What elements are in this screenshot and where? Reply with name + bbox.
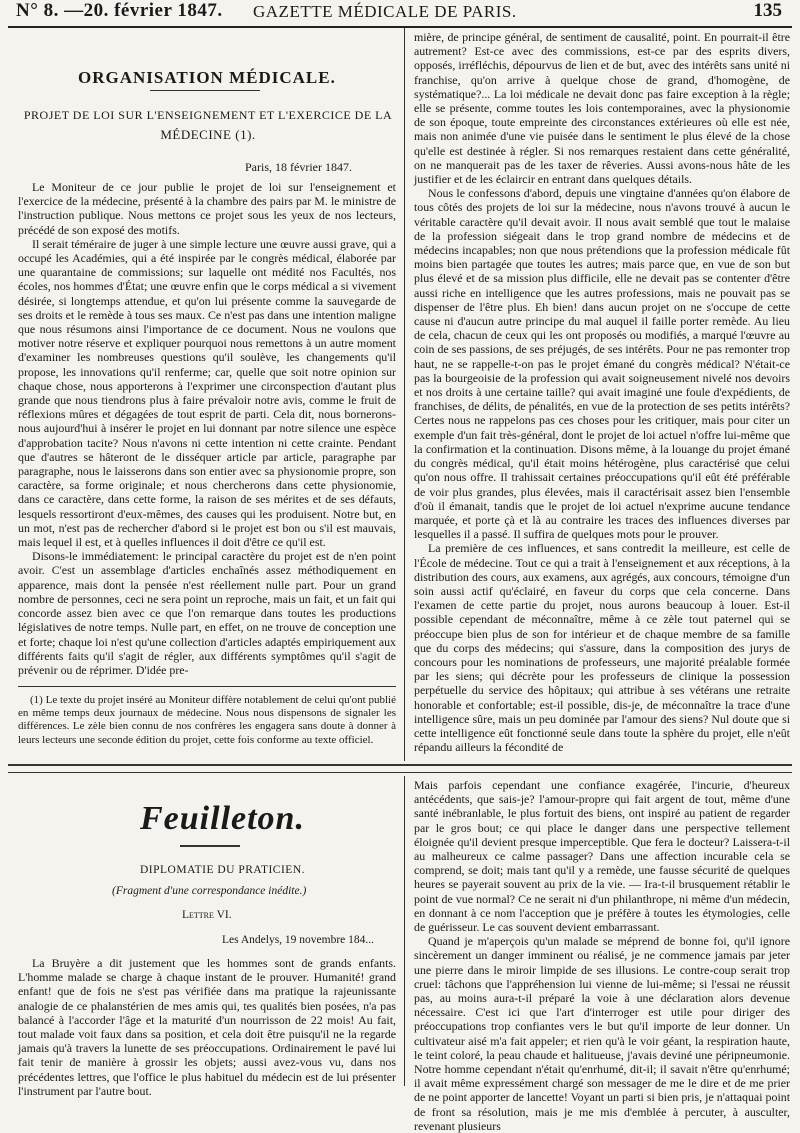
feuilleton-left-text: [18, 956, 396, 1098]
feuilleton-divider-2: [8, 772, 792, 773]
feuilleton-right-text: [414, 778, 790, 1133]
letter-number: Lettre VI.: [182, 909, 232, 921]
paragraph: Il serait téméraire de juger à une simple lecture une œuvre aussi grave, qui a occupé les Académies, qui a été inspirée par le congrès médical, élaborée par une quarantaine de commissions; sur laquelle ont médité nos Facultés, nos écoles, nos hommes d'État; une œuvre enfin que le corps médical a si vivement désirée, si longtemps attendue, et qu'on lui présente comme la sauvegarde de ses droits et le remède à tous ses maux. Ce n'est pas dans une intention maligne que nous résumons ainsi l'importance de ce document. Nous ne voulons que motiver notre réserve et expliquer pourquoi nous remettons à un autre moment d'examiner les nombreuses questions qu'il soulève, les changements qu'il propose, les innovations qu'il renferme; car, quelle que soit notre opinion sur chaque chose, nous apporterons à l'exprimer une circonspection d'autant plus grande que nous tiendrons plus à faire prévaloir notre avis, comme le fruit de réflexions mûres et dégagées de tout esprit de parti. Cela dit, nous bornerons-nous aujourd'hui à insérer le projet en lui donnant par notre silence une espèce d'approbation tacite? Nous n'avons ni cette intention ni cette crainte. Pendant que d'autres se hâteront de le disséquer article par article, paragraphe par paragraphe, nous le laisserons dans son entier avec sa physionomie propre, son caractère, sa forme originale; et nous chercherons dans cette physionomie, dans ce caractère, dans cette forme, la raison de ses mérites et de ses défauts, lesquels ressortiront d'eux-mêmes, des causes qui les produisent. Notre but, en un mot, n'est pas de rechercher d'abord si le projet est bon ou s'il est mauvais, mais lequel il est, et à quelles influences il doit d'être ce qu'il est.: [18, 236, 396, 550]
section-subtitle-line-2: MÉDECINE (1).: [160, 127, 256, 142]
left-column-text: [18, 180, 396, 680]
page-number: 135: [753, 0, 782, 21]
footnote-divider: [18, 686, 396, 687]
feuilleton-fragment: (Fragment d'une correspondance inédite.): [112, 885, 307, 897]
paragraph: Le Moniteur de ce jour publie le projet de loi sur l'enseignement et l'exercice de la médecine, présenté à la chambre des pairs par M. le ministre de l'instruction publique. Nous mettons ce projet sous les yeux de nos lecteurs, précédé de son exposé des motifs.: [18, 180, 396, 237]
paragraph: Disons-le immédiatement: le principal caractère du projet est de n'en point avoir. C'est un assemblage d'articles enchaînés assez méthodiquement en apparence, mais dont la pensée n'est réellement nulle part. Pour un grand nombre de personnes, ceci ne sera point un reproche, mais un fait, et un fait qui concorde assez bien avec ce que l'on remarque dans toutes les productions législatives de notre temps. Nulle part, en effet, on ne trouve de conception une et forte; chaque loi n'est qu'une collection d'articles adaptés empiriquement aux différents faits qu'il s'agit de régler, aux différents symptômes qu'il s'agit de prévenir ou de réprimer. D'idée pre-: [18, 549, 396, 677]
column-divider-top: [404, 28, 405, 761]
paragraph: La première de ces influences, et sans contredit la meilleure, est celle de l'École de médecine. Tout ce qui a trait à l'enseignement et aux réceptions, à la distribution des cours, aux examens, aux agrégés, aux concours, témoigne d'un soin aussi actif qu'éclairé, en faveur du corps que cela concerne. Dans l'examen de cette partie du projet, nous aurons beaucoup à louer. Est-il possible cependant de méconnaître, même à ce zèle tout paternel qui se préoccupe bien plus de son for intérieur et de chaque membre de sa famille que du corps des médecins; qui s'assure, dans la composition des jurys de concours pour les nominations de professeurs, une majorité préalable formée par les siens; qui décrète pour les professeurs de clinique la possession perpétuelle du service des hôpitaux; qui attribue à ses vétérans une retraite honorable et confortable; est-il possible, dis-je, de méconnaître la trace d'une intelligence sûre, mais un peu dominée par l'amour des siens? Nul doute que si cette intelligence eût fonctionné seule dans toute la sphère du projet, elle n'eût répandu ailleurs la fécondité de: [414, 541, 790, 755]
section-title: ORGANISATION MÉDICALE.: [78, 68, 336, 87]
feuilleton-subtitle: DIPLOMATIE DU PRATICIEN.: [140, 864, 306, 876]
dateline: Paris, 18 février 1847.: [245, 160, 352, 174]
right-column-text: [414, 30, 790, 756]
newspaper-title: GAZETTE MÉDICALE DE PARIS.: [253, 2, 517, 21]
feuilleton-divider-1: [8, 764, 792, 766]
paragraph: mière, de principe général, de sentiment de causalité, point. En pourrait-il être autrement? Est-ce avec des commissions, est-ce par des esprits divers, opposés, irréfléchis, dépourvus de lien et de but, avec des intérêts sans unité ni franchise, qu'on arrive à quelque chose de grand, d'homogène, de systématique?... La loi médicale ne devait donc pas faire exception à la règle; elle se présente, comme toutes les lois contemporaines, avec la physionomie de son époque, toute empreinte des circonstances extérieures où elle est née, mais non animée d'une vie puisée dans le sentiment le plus élevé de la chose qu'elle est destinée à régler. Si nos remarques restaient dans cette généralité, on ne manquerait pas de les taxer de rêveries. Aussi avons-nous hâte de les justifier et de les éclaircir en entrant dans quelques détails.: [414, 30, 790, 187]
paragraph: Mais parfois cependant une confiance exagérée, l'incurie, d'heureux antécédents, que sais-je? l'amour-propre qui fait argent de tout, même d'une santé inébranlable, le plus fortuit des biens, ont inspiré au patient de regarder par le gros bout; ce qui place le danger dans une perspective tellement éloignée qu'il devient presque imperceptible. Que fera le docteur? Laissera-t-il au malheureux ce calme passager? Dans une affection incurable cela se comprend, se doit; mais tant qu'il y a remède, une fausse sécurité de quelques heures se payerait souvent au prix de la vie. — Ira-t-il brusquement rétablir le point de vue normal? Ce ne serait ni d'un philanthrope, ni même d'un médecin, en donnant à ce nom l'acception que je préfère à toutes les étymologies, celle de guérisseur. Le cas souvent devient embarrassant.: [414, 778, 790, 935]
column-divider-bottom: [404, 776, 405, 1086]
page-header: [8, 0, 792, 28]
footnote-text: (1) Le texte du projet inséré au Moniteur diffère notablement de celui qu'ont publié en même temps deux journaux de médecine. Nous nous dispensons de signaler les différences. Le zèle bien connu de nos confrères les engagera sans doute à donner à leurs lecteurs une seconde édition du projet, cette fois conforme au texte officiel.: [18, 694, 396, 746]
paragraph: Quand je m'aperçois qu'un malade se méprend de bonne foi, qu'il ignore sincèrement un danger imminent ou réalisé, je ne commence jamais par jeter une pierre dans le miroir limpide de ses illusions. Le contre-coup serait trop cruel: tâchons que l'appréhension lui vienne de lui-même; si l'essai ne réussit pas, au moins aura-t-il préparé la voie à une déclaration alors devenue nécessaire. C'est ici que l'art d'interroger est utile pour diriger des préoccupations trop confiantes vers le but qu'il importe de leur donner. Un cultivateur aisé m'a fait appeler; et rien qu'à le voir géant, la respiration haute, le teint coloré, la peau chaude et halitueuse, j'avais deviné une péripneumonie. Notre homme cependant n'était qu'enrhumé, dit-il; il savait n'être qu'enrhumé; il avait même expressément chargé son messager de me le dire et de me prier de ne point apporter de lancette! Voyant un parti si bien pris, je n'attaquai point de front sa résolution, mais je me mis d'emblée à percuter, à ausculter, revenant plusieurs: [414, 934, 790, 1133]
paragraph: La Bruyère a dit justement que les hommes sont de grands enfants. L'homme malade se charge à chaque instant de le prouver. Humanité! grand enfant! que de fois ne s'est pas vérifiée dans ma pratique la rajeunissante analogie de ce phalanstérien de mes amis qui, tes qualités bien posées, n'a pas balancé à l'accorder l'âge et la maturité d'un nourrisson de 22 mois! Au fait, tout malade voit faux dans sa position, et cela doit être puisqu'il ne la regarde jamais qu'à travers la lunette de ses préoccupations. Ordinairement le pavé lui fait tenir de manière à grossir les objets; aussi avez-vous vu, dans nos précédentes lettres, que l'office le plus habituel du médecin est de lui présenter l'instrument par l'autre bout.: [18, 956, 396, 1098]
footnote: [18, 694, 396, 747]
letter-place-date: Les Andelys, 19 novembre 184...: [222, 934, 375, 946]
section-subtitle-line-1: PROJET DE LOI SUR L'ENSEIGNEMENT ET L'EXERCICE DE LA: [23, 108, 393, 122]
paragraph: Nous le confessons d'abord, depuis une vingtaine d'années qu'on élabore de tous côtés des projets de loi sur la médecine, nous n'avons trouvé à aucun le véritable caractère qu'il devait avoir. Il nous avait semblé que tout le malaise de la profession siégeait dans le trop grand nombre de médecins et de médecins incapables; non que nous prétendions que la profession médicale fût moins bien partagée que toutes les autres; mais parce que, en vue de son but plus élevé et de sa mission plus difficile, elle ne devait pas se contenter d'être aussi riche en intelligence que les autres professions, mais ne pouvait pas se dispenser de l'être plus. Eh bien! dans aucun projet on ne s'occupe de cette cause ni d'aucun autre principe du mal auquel il faille porter remède. Au lieu de cela, chacun de ceux qui les ont proposés ou modifiés, a marqué l'œuvre au coin de ses passions, de ses préjugés, de ses intérêts. Pour ne pas remonter trop haut, ne se rappelle-t-on pas le projet émané du congrès médical? N'était-ce pas la bourgeoisie de la profession qui avait soigneusement nivelé nos devoirs et nos droits à une certaine taille? qui avait imaginé une foule d'expédients, de franchises, de délits, de pénalités, en vue de la protection de ses petits intérêts? Certes nous ne rappelons pas ces choses pour les critiquer, mais pour citer un exemple d'un fait très-général, dont le projet de loi actuel n'offre lui-même que la confirmation et la continuation. Disons même, à la louange du projet émané du congrès médical, qu'il était moins hétérogène, plus caractérisé que celui qu'on nous offre. Il trahissait certaines préoccupations qu'il eût été préférable de voir plus grandes, plus élevées, mais il caractérisait assez bien l'ensemble d'où il émanait, tandis que le projet de loi actuel n'exprime aucune tendance marquée, et porte çà et là au contraire les traces des influences diverses par lesquelles il a passé. Il suffira de quelques mots pour le prouver.: [414, 186, 790, 542]
section-subtitle: [18, 106, 398, 144]
feuilleton-title: Feuilleton.: [140, 800, 305, 837]
title-underline: [150, 90, 260, 91]
feuilleton-ornament: [180, 845, 240, 847]
issue-number: N° 8. —20. février 1847.: [16, 0, 223, 21]
